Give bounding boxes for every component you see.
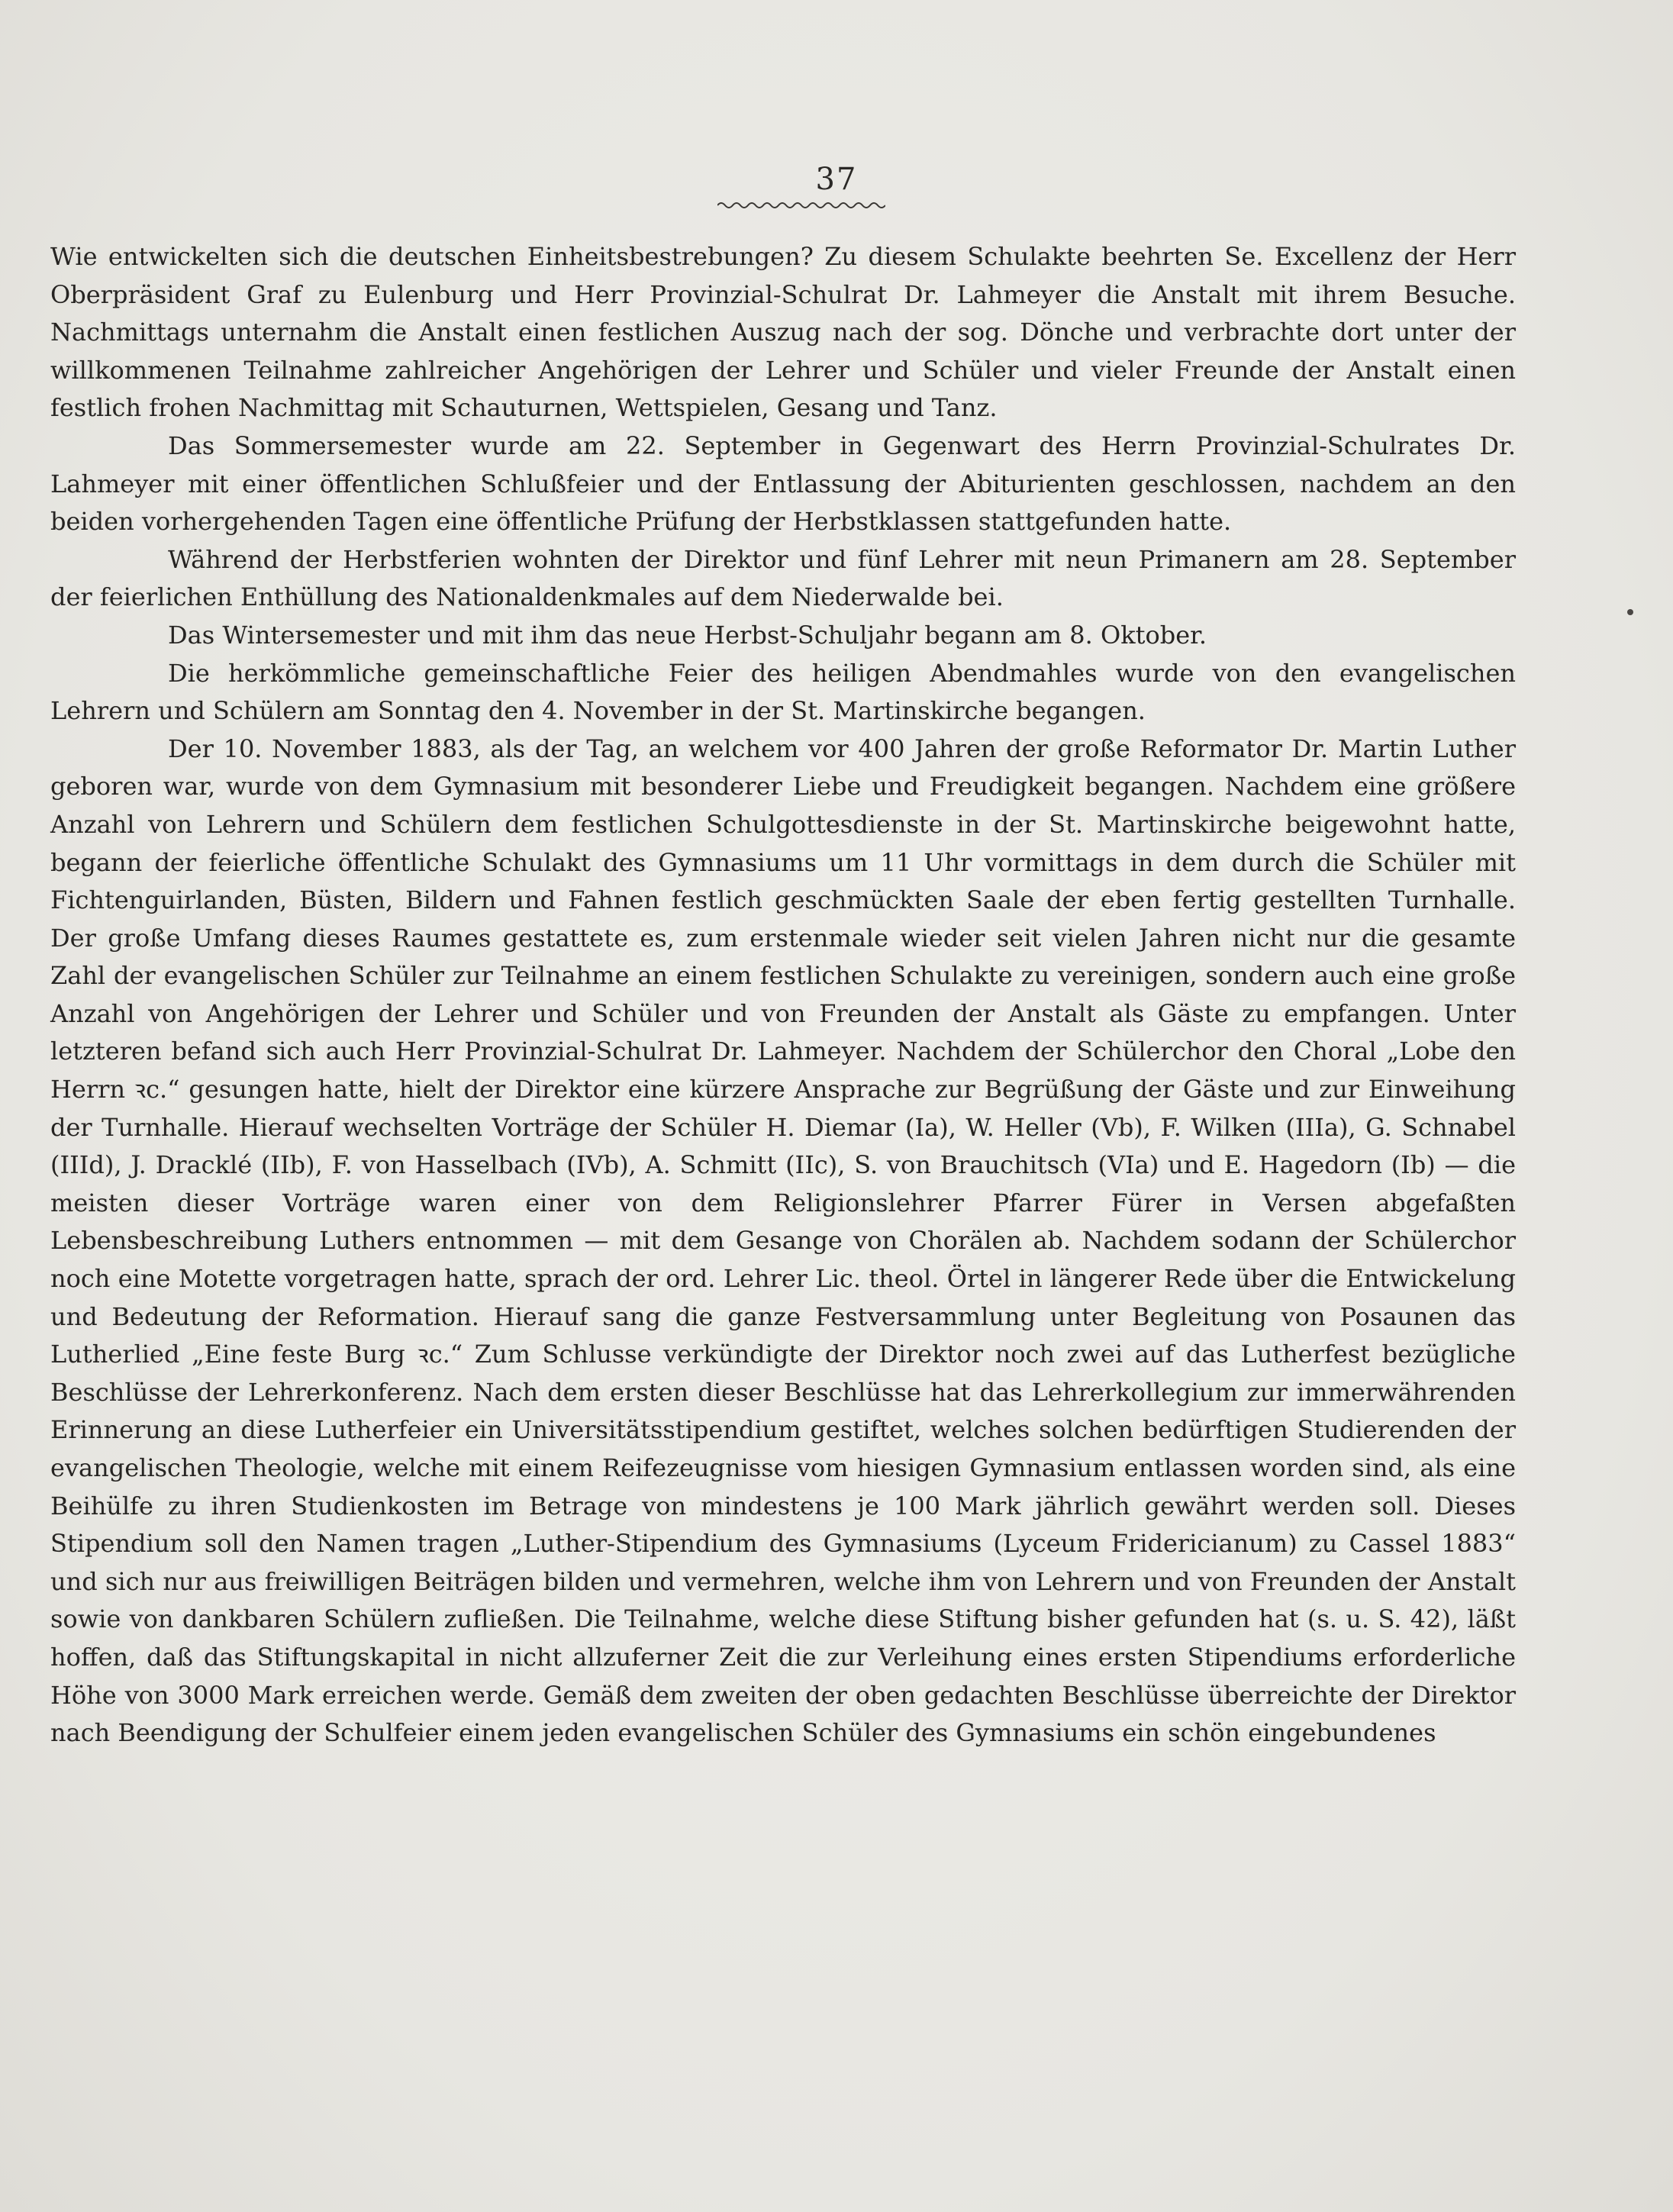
paragraph: Die herkömmliche gemeinschaftliche Feier des heiligen Abendmahles wurde von den evangelischen Lehrern und Schülern am Sonntag den 4. November in der St. Martinskirche begangen. — [50, 658, 1516, 726]
body-text — [50, 238, 1516, 1753]
paragraph: Das Sommersemester wurde am 22. September in Gegenwart des Herrn Provinzial-Schulrates Dr. Lahmeyer mit einer öffentlichen Schlußfeier und der Entlassung der Abiturienten geschlossen, nachdem an den beiden vorhergehenden Tagen eine öffentliche Prüfung der Herbstklassen stattgefunden hatte. — [50, 430, 1516, 537]
ink-spot — [1627, 609, 1633, 615]
paragraph: Der 10. November 1883, als der Tag, an welchem vor 400 Jahren der große Reformator Dr. Martin Luther geboren war, wurde von dem Gymnasium mit besonderer Liebe und Freudigkeit begangen. Nachdem eine größere Anzahl von Lehrern und Schülern dem festlichen Schulgottesdienste in der St. Martinskirche beigewohnt hatte, begann der feierliche öffentliche Schulakt des Gymnasiums um 11 Uhr vormittags in dem durch die Schüler mit Fichtenguirlanden, Büsten, Bildern und Fahnen festlich geschmückten Saale der eben fertig gestellten Turnhalle. Der große Umfang dieses Raumes gestattete es, zum erstenmale wieder seit vielen Jahren nicht nur die gesamte Zahl der evangelischen Schüler zur Teilnahme an einem festlichen Schulakte zu vereinigen, sondern auch eine große Anzahl von Angehörigen der Lehrer und Schüler und von Freunden der Anstalt als Gäste zu empfangen. Unter letzteren befand sich auch Herr Provinzial-Schulrat Dr. Lahmeyer. Nachdem der Schülerchor den Choral „Lobe den Herrn ꝛc.“ gesungen hatte, hielt der Direktor eine kürzere Ansprache zur Begrüßung der Gäste und zur Einweihung der Turnhalle. Hierauf wechselten Vorträge der Schüler H. Diemar (Ia), W. Heller (Vb), F. Wilken (IIIa), G. Schnabel (IIId), J. Dracklé (IIb), F. von Hasselbach (IVb), A. Schmitt (IIc), S. von Brauchitsch (VIa) und E. Hagedorn (Ib) — die meisten dieser Vorträge waren einer von dem Religionslehrer Pfarrer Fürer in Versen abgefaßten Lebensbeschreibung Luthers entnommen — mit dem Gesange von Chorälen ab. Nachdem sodann der Schülerchor noch eine Motette vorgetragen hatte, sprach der ord. Lehrer Lic. theol. Örtel in längerer Rede über die Entwickelung und Bedeutung der Reformation. Hierauf sang die ganze Festversammlung unter Begleitung von Posaunen das Lutherlied „Eine feste Burg ꝛc.“ Zum Schlusse verkündigte der Direktor noch zwei auf das Lutherfest bezügliche Beschlüsse der Lehrerkonferenz. Nach dem ersten dieser Beschlüsse hat das Lehrerkollegium zur immerwährenden Erinnerung an diese Lutherfeier ein Universitätsstipendium gestiftet, welches solchen bedürftigen Studierenden der evangelischen Theologie, welche mit einem Reifezeugnisse vom hiesigen Gymnasium entlassen worden sind, als eine Beihülfe zu ihren Studienkosten im Betrage von mindestens je 100 Mark jährlich gewährt werden soll. Dieses Stipendium soll den Namen tragen „Luther-Stipendium des Gymnasiums (Lyceum Fridericianum) zu Cassel 1883“ und sich nur aus freiwilligen Beiträgen bilden und vermehren, welche ihm von Lehrern und von Freunden der Anstalt sowie von dankbaren Schülern zufließen. Die Teilnahme, welche diese Stiftung bisher gefunden hat (s. u. S. 42), läßt hoffen, daß das Stiftungskapital in nicht allzuferner Zeit die zur Verleihung eines ersten Stipendiums erforderliche Höhe von 3000 Mark erreichen werde. Gemäß dem zweiten der oben gedachten Beschlüsse überreichte der Direktor nach Beendigung der Schulfeier einem jeden evangelischen Schüler des Gymnasiums ein schön eingebundenes — [50, 734, 1516, 1748]
paragraph: Während der Herbstferien wohnten der Direktor und fünf Lehrer mit neun Primanern am 28. September der feierlichen Enthüllung des Nationaldenkmales auf dem Niederwalde bei. — [50, 544, 1516, 612]
page-number: 37 — [815, 162, 858, 197]
wavy-rule-ornament — [717, 200, 885, 211]
paragraph: Das Wintersemester und mit ihm das neue Herbst-Schuljahr begann am 8. Oktober. — [168, 620, 1207, 650]
paragraph: Wie entwickelten sich die deutschen Einheitsbestrebungen? Zu diesem Schulakte beehrten Se. Excellenz der Herr Oberpräsident Graf zu Eulenburg und Herr Provinzial-Schulrat Dr. Lahmeyer die Anstalt mit ihrem Besuche. Nachmittags unternahm die Anstalt einen festlichen Auszug nach der sog. Dönche und verbrachte dort unter der willkommenen Teilnahme zahlreicher Angehörigen der Lehrer und Schüler und vieler Freunde der Anstalt einen festlich frohen Nachmittag mit Schauturnen, Wettspielen, Gesang und Tanz. — [50, 242, 1516, 423]
